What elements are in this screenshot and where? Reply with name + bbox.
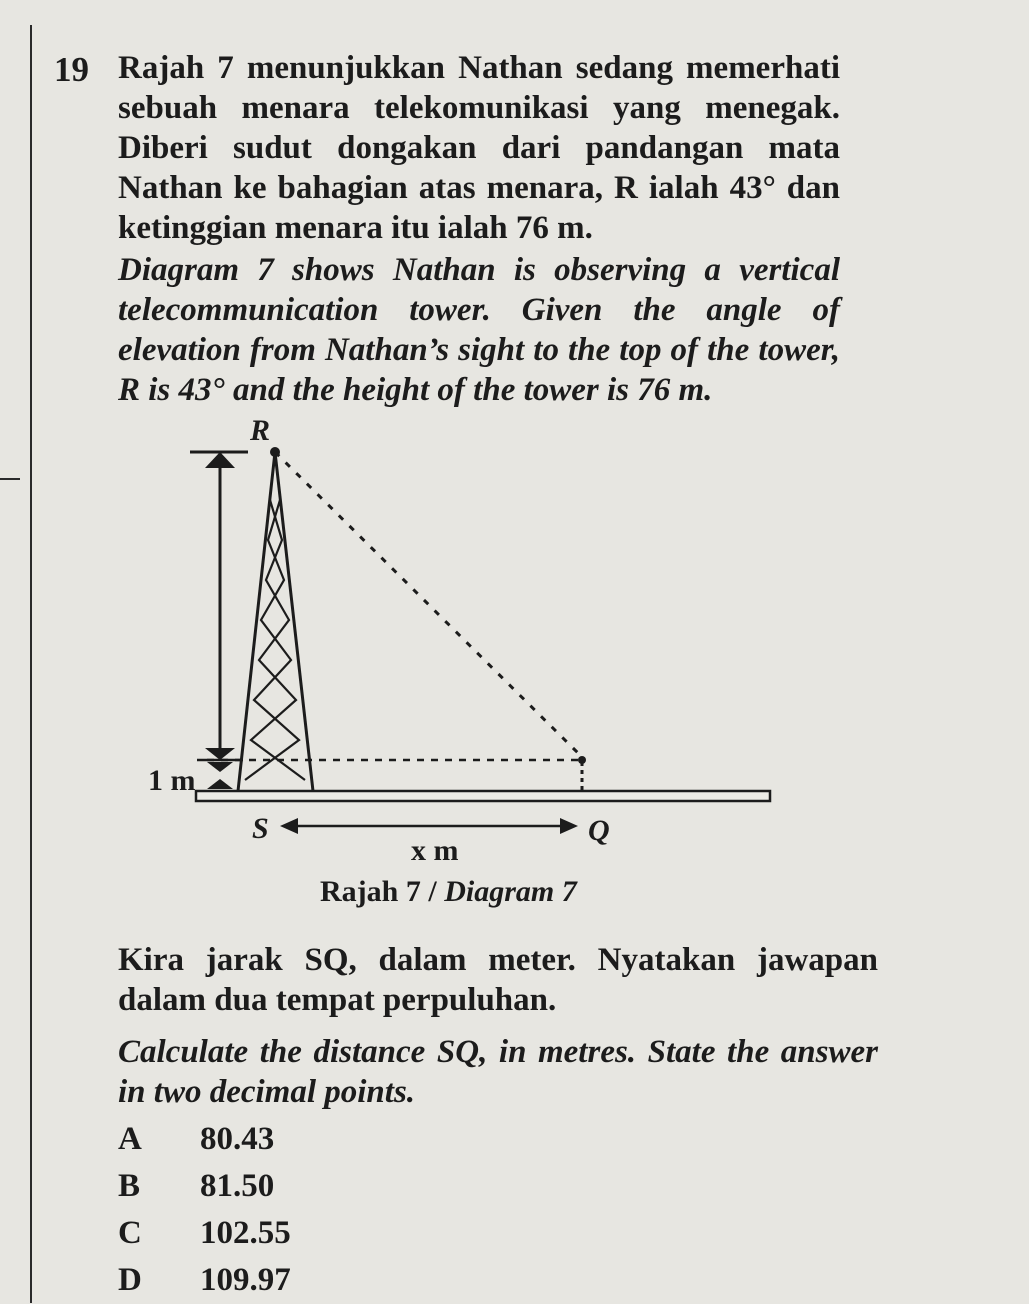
option-a[interactable] [118, 1116, 291, 1163]
question-number: 19 [54, 50, 89, 89]
question-text-english: Diagram 7 shows Nathan is observing a vertical telecommunication tower. Given the angle of elevation from Nathan’s sight to the top of the tower, R is 43° and the height of the tower is 76 m. [118, 252, 840, 408]
option-value: 102.55 [200, 1215, 291, 1251]
ground-platform [196, 791, 770, 801]
option-b[interactable] [118, 1163, 291, 1210]
telecom-tower [238, 452, 313, 791]
label-eye-height: 1 m [148, 764, 196, 797]
line-of-sight [275, 452, 578, 753]
option-letter: A [118, 1121, 142, 1157]
option-c[interactable] [118, 1210, 291, 1257]
diagram-caption [320, 875, 577, 909]
option-letter: C [118, 1215, 142, 1251]
label-s: S [252, 812, 269, 845]
label-q: Q [588, 814, 610, 847]
option-value: 81.50 [200, 1168, 275, 1204]
option-value: 109.97 [200, 1262, 291, 1298]
option-letter: B [118, 1168, 141, 1204]
label-r: R [250, 414, 271, 447]
caption-malay: Rajah 7 / [320, 875, 445, 908]
option-value: 80.43 [200, 1121, 275, 1157]
option-d[interactable] [118, 1257, 291, 1304]
caption-english: Diagram 7 [444, 875, 577, 908]
eye-height-arrow-down [207, 779, 233, 789]
eye-height-arrow-up [207, 762, 233, 772]
label-distance-x: x m [411, 834, 459, 867]
distance-arrow-head-right [560, 818, 578, 834]
distance-arrow-head-left [280, 818, 298, 834]
option-letter: D [118, 1262, 142, 1298]
task-text-malay: Kira jarak SQ, dalam meter. Nyatakan jawapan dalam dua tempat perpuluhan. [118, 942, 878, 1018]
height-arrow-head-down [205, 748, 235, 760]
height-arrow-head-up [205, 452, 235, 468]
observer-nathan [578, 756, 586, 791]
question-text-malay: Rajah 7 menunjukkan Nathan sedang memerhati sebuah menara telekomunikasi yang menegak. Diberi sudut dongakan dari pandangan mata Nathan ke bahagian atas menara, R ialah 43° dan ketinggian menara itu ialah 76 m. [118, 50, 840, 246]
answer-options [118, 1116, 291, 1304]
task-text-english: Calculate the distance SQ, in metres. State the answer in two decimal points. [118, 1034, 878, 1110]
